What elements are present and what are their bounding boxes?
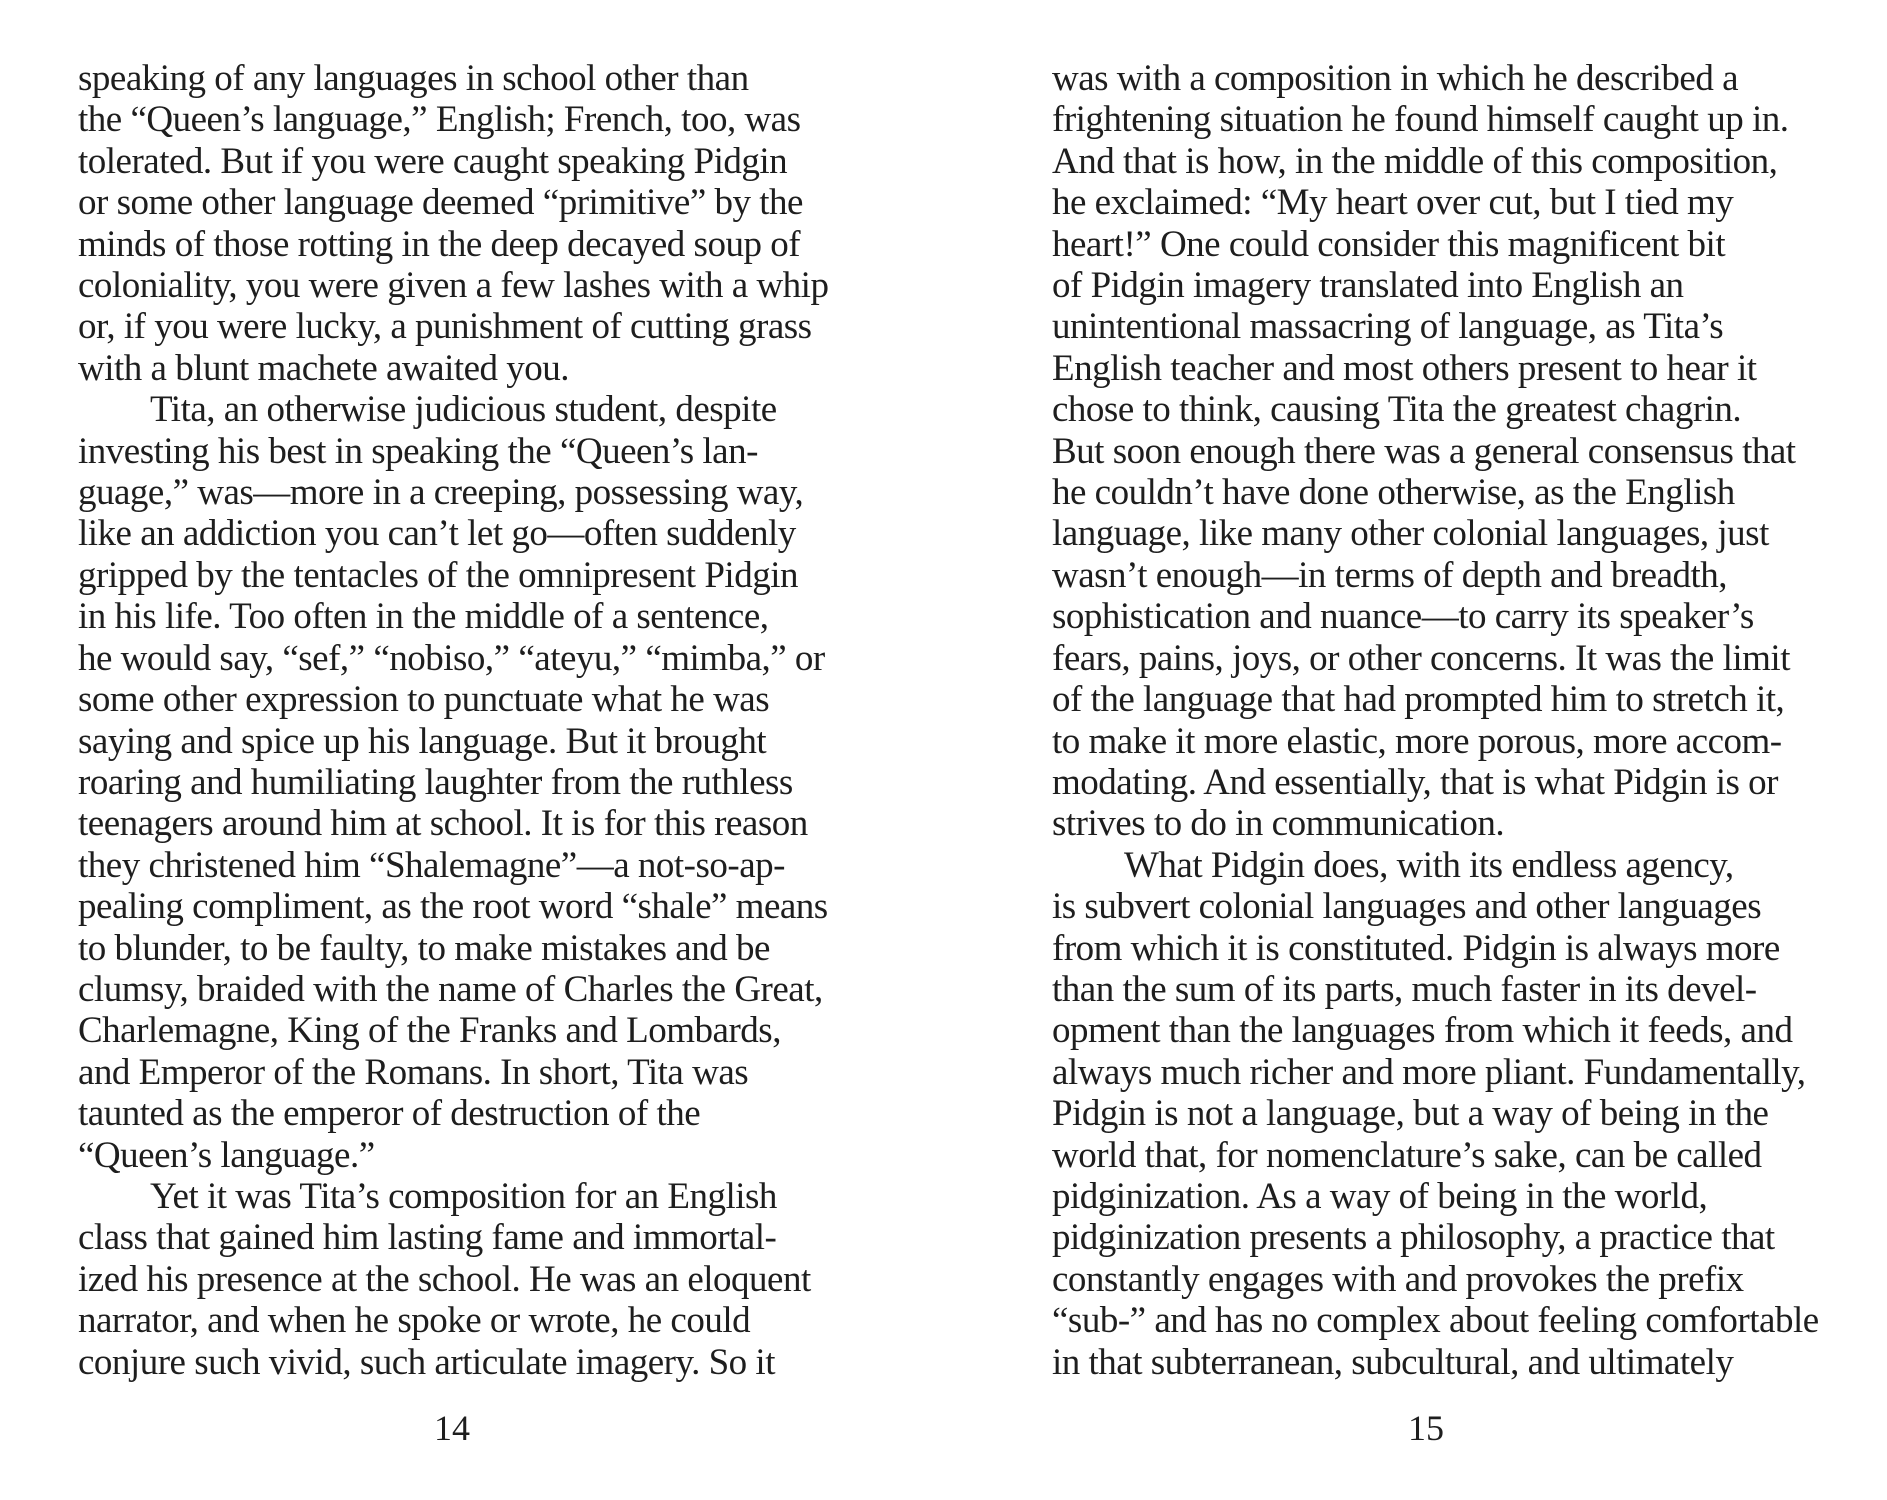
text-line: Tita, an otherwise judicious student, despite xyxy=(150,389,777,431)
text-line: English teacher and most others present to hear it xyxy=(1052,347,1757,389)
page-14-body xyxy=(78,58,829,1383)
page-14-number: 14 xyxy=(434,1408,470,1448)
text-line: some other expression to punctuate what he was xyxy=(78,679,770,721)
text-line: speaking of any languages in school other than xyxy=(78,58,749,99)
text-line: and Emperor of the Romans. In short, Tita was xyxy=(78,1051,749,1093)
text-line: Charlemagne, King of the Franks and Lombards, xyxy=(78,1010,781,1052)
text-line: But soon enough there was a general consensus that xyxy=(1052,430,1796,472)
text-line: or, if you were lucky, a punishment of cutting grass xyxy=(78,306,812,348)
page-14 xyxy=(0,0,943,1500)
text-line: conjure such vivid, such articulate imagery. So it xyxy=(78,1341,775,1383)
text-line: world that, for nomenclature’s sake, can be called xyxy=(1052,1134,1762,1176)
text-line: clumsy, braided with the name of Charles the Great, xyxy=(78,968,823,1010)
text-line: modating. And essentially, that is what Pidgin is or xyxy=(1052,761,1778,803)
text-line: to make it more elastic, more porous, more accom- xyxy=(1052,720,1782,762)
text-line: teenagers around him at school. It is for this reason xyxy=(78,803,808,845)
text-line: like an addiction you can’t let go—often suddenly xyxy=(78,513,796,555)
text-line: Pidgin is not a language, but a way of being in the xyxy=(1052,1093,1769,1135)
text-line: or some other language deemed “primitive” by the xyxy=(78,182,803,224)
text-line: heart!” One could consider this magnificent bit xyxy=(1052,223,1726,265)
text-line: pealing compliment, as the root word “shale” means xyxy=(78,886,828,928)
text-line: What Pidgin does, with its endless agency, xyxy=(1124,844,1734,886)
text-line: with a blunt machete awaited you. xyxy=(78,347,570,389)
text-line: he exclaimed: “My heart over cut, but I tied my xyxy=(1052,182,1734,224)
text-line: ized his presence at the school. He was an eloquent xyxy=(78,1258,811,1300)
text-line: pidginization. As a way of being in the world, xyxy=(1052,1175,1708,1217)
text-line: is subvert colonial languages and other languages xyxy=(1052,886,1762,928)
page-15-body xyxy=(1052,58,1819,1383)
text-line: was with a composition in which he described a xyxy=(1052,58,1738,99)
text-line: frightening situation he found himself caught up in. xyxy=(1052,99,1789,141)
text-line: “Queen’s language.” xyxy=(78,1134,375,1176)
text-line: taunted as the emperor of destruction of the xyxy=(78,1093,701,1135)
text-line: of the language that had prompted him to stretch it, xyxy=(1052,679,1785,721)
text-line: always much richer and more pliant. Fundamentally, xyxy=(1052,1051,1806,1093)
text-line: tolerated. But if you were caught speaking Pidgin xyxy=(78,140,788,182)
text-line: opment than the languages from which it feeds, and xyxy=(1052,1010,1793,1052)
text-line: strives to do in communication. xyxy=(1052,803,1505,845)
text-line: the “Queen’s language,” English; French, too, was xyxy=(78,99,801,141)
text-line: they christened him “Shalemagne”—a not-so-ap- xyxy=(78,844,785,886)
text-line: fears, pains, joys, or other concerns. It was the limit xyxy=(1052,637,1790,679)
text-line: in his life. Too often in the middle of a sentence, xyxy=(78,596,769,638)
text-line: saying and spice up his language. But it brought xyxy=(78,720,767,762)
page-15 xyxy=(944,0,1887,1500)
text-line: investing his best in speaking the “Queen’s lan- xyxy=(78,430,758,472)
text-line: he would say, “sef,” “nobiso,” “ateyu,” “mimba,” or xyxy=(78,637,825,679)
text-line: Yet it was Tita’s composition for an English xyxy=(150,1175,777,1217)
text-line: minds of those rotting in the deep decayed soup of xyxy=(78,223,801,265)
text-line: pidginization presents a philosophy, a practice that xyxy=(1052,1217,1775,1259)
text-line: constantly engages with and provokes the prefix xyxy=(1052,1258,1744,1300)
text-line: of Pidgin imagery translated into English an xyxy=(1052,265,1684,307)
text-line: class that gained him lasting fame and immortal- xyxy=(78,1217,777,1259)
text-line: “sub-” and has no complex about feeling comfortable xyxy=(1052,1300,1819,1342)
text-line: from which it is constituted. Pidgin is always more xyxy=(1052,927,1780,969)
text-line: than the sum of its parts, much faster in its devel- xyxy=(1052,968,1757,1010)
text-line: wasn’t enough—in terms of depth and breadth, xyxy=(1052,554,1728,596)
text-line: to blunder, to be faulty, to make mistakes and be xyxy=(78,927,770,969)
text-line: he couldn’t have done otherwise, as the English xyxy=(1052,472,1735,514)
text-line: in that subterranean, subcultural, and ultimately xyxy=(1052,1341,1734,1383)
text-line: roaring and humiliating laughter from the ruthless xyxy=(78,761,793,803)
text-line: unintentional massacring of language, as Tita’s xyxy=(1052,306,1724,348)
text-line: And that is how, in the middle of this composition, xyxy=(1052,140,1778,182)
page-15-number: 15 xyxy=(1408,1408,1444,1448)
text-line: chose to think, causing Tita the greatest chagrin. xyxy=(1052,389,1742,431)
text-line: language, like many other colonial languages, just xyxy=(1052,513,1769,555)
text-line: sophistication and nuance—to carry its speaker’s xyxy=(1052,596,1754,638)
text-line: coloniality, you were given a few lashes with a whip xyxy=(78,265,829,307)
text-line: guage,” was—more in a creeping, possessing way, xyxy=(78,472,804,514)
text-line: gripped by the tentacles of the omnipresent Pidgin xyxy=(78,554,798,596)
text-line: narrator, and when he spoke or wrote, he could xyxy=(78,1300,751,1342)
